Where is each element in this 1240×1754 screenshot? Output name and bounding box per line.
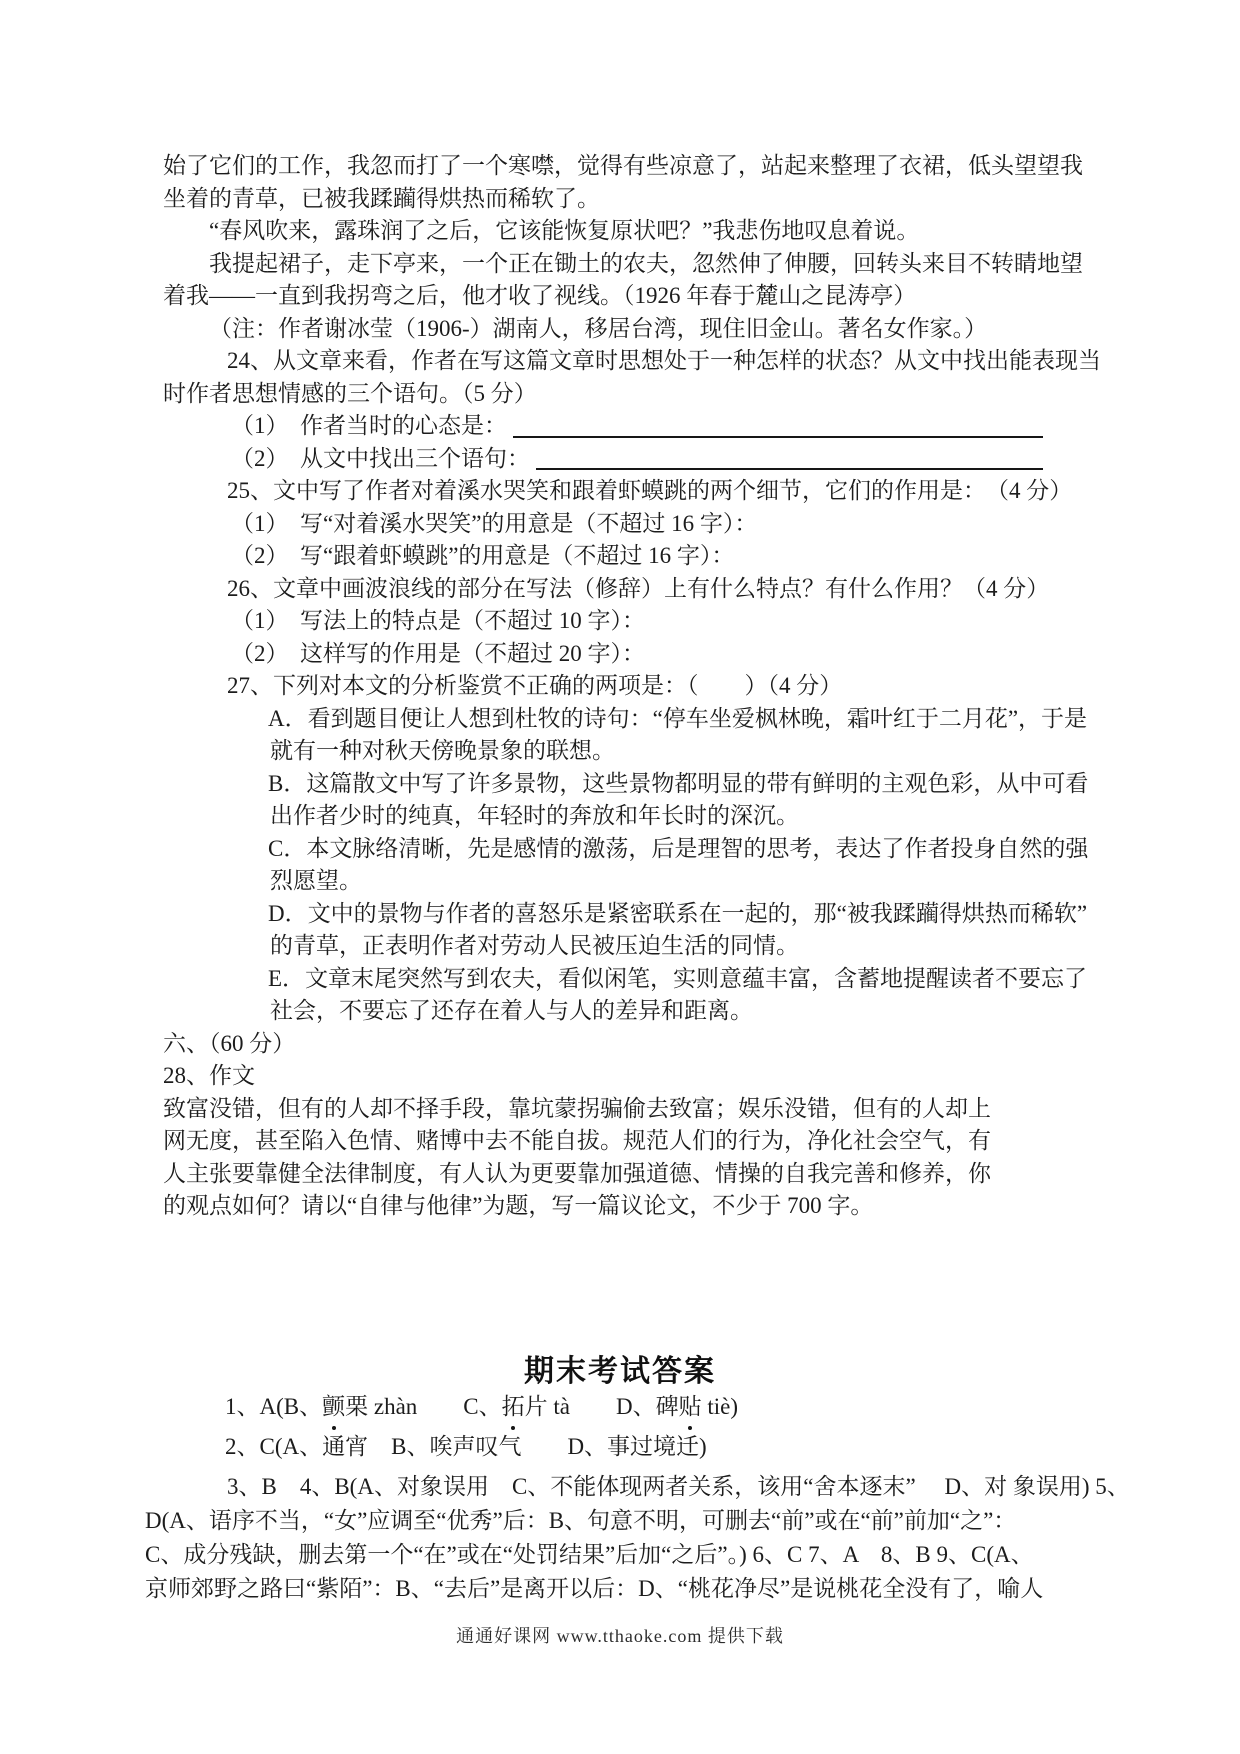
text-line: 时作者思想情感的三个语句。（5 分） [163, 380, 537, 406]
text-line: 出作者少时的纯真，年轻时的奔放和年长时的深沉。 [270, 803, 799, 828]
emphasized-char: 拓 [502, 1390, 525, 1424]
text-line: 致富没错，但有的人却不择手段，靠坑蒙拐骗偷去致富；娱乐没错，但有的人却上 [163, 1095, 991, 1121]
blank-underline [536, 443, 1043, 471]
text-line: 的观点如何？请以“自律与他律”为题，写一篇议论文，不少于 700 字。 [163, 1193, 874, 1218]
text-line: 社会，不要忘了还存在着人与人的差异和距离。 [270, 998, 753, 1023]
text-line: 就有一种对秋天傍晚景象的联想。 [270, 738, 615, 763]
text-line: （注：作者谢冰莹（1906-）湖南人，移居台湾，现住旧金山。著名女作家。） [209, 315, 988, 341]
text-line: 坐着的青草，已被我蹂躏得烘热而稀软了。 [163, 185, 600, 211]
text-line: D(A、语序不当，“女”应调至“优秀”后：B、句意不明，可删去“前”或在“前”前加“之”： [145, 1508, 1017, 1533]
text-line: （2） 写“跟着虾蟆跳”的用意是（不超过 16 字）： [231, 543, 735, 568]
text-line: 烈愿望。 [270, 868, 362, 893]
text-line: 京师郊野之路曰“紫陌”：B、“去后”是离开以后：D、“桃花净尽”是说桃花全没有了，喻人 [145, 1576, 1044, 1601]
exam-body-text [163, 150, 1103, 1223]
text-line: C、成分残缺，删去第一个“在”或在“处罚结果”后加“之后”。) 6、C 7、A 8、B 9、C(A、 [145, 1542, 1034, 1567]
answers-section-text [145, 1390, 1130, 1606]
text-line: 网无度，甚至陷入色情、赌博中去不能自拔。规范人们的行为，净化社会空气，有 [163, 1128, 991, 1153]
text-line: 28、作文 [163, 1063, 255, 1088]
text-line: 始了它们的工作，我忽而打了一个寒噤，觉得有些凉意了，站起来整理了衣裙，低头望望我 [163, 153, 1083, 178]
text-line: 着我——一直到我拐弯之后，他才收了视线。（1926 年春于麓山之昆涛亭） [163, 283, 917, 308]
text-line: 25、文中写了作者对着溪水哭笑和跟着虾蟆跳的两个细节，它们的作用是： （4 分） [227, 478, 1073, 503]
text-line: 24、从文章来看，作者在写这篇文章时思想处于一种怎样的状态？从文中找出能表现当 [227, 348, 1101, 373]
text-line: （1） 写“对着溪水哭笑”的用意是（不超过 16 字）： [231, 510, 758, 536]
text-line: 1、A(B、颤栗 zhàn C、拓片 tà D、碑贴 tiè) [145, 1390, 1103, 1424]
text-line: “春风吹来，露珠润了之后，它该能恢复原状吧？”我悲伤地叹息着说。 [209, 218, 920, 243]
text-line: C．本文脉络清晰，先是感情的激荡，后是理智的思考，表达了作者投身自然的强 [268, 835, 1089, 861]
blank-underline [513, 410, 1043, 438]
text-line: B．这篇散文中写了许多景物，这些景物都明显的带有鲜明的主观色彩，从中可看 [268, 770, 1089, 796]
text-line: 2、C(A、通宵 B、唉声叹气 D、事过境迁) [225, 1434, 707, 1459]
text-line: 27、下列对本文的分析鉴赏不正确的两项是：（ ）（4 分） [227, 673, 843, 698]
site-footer-text: 通通好课网 www.tthaoke.com 提供下载 [456, 1626, 784, 1646]
text-line: D．文中的景物与作者的喜怒乐是紧密联系在一起的，那“被我蹂躏得烘热而稀软” [268, 900, 1088, 926]
text-line: （1） 写法上的特点是（不超过 10 字）： [231, 608, 645, 633]
answers-heading: 期末考试答案 [524, 1355, 716, 1388]
emphasized-char: 贴 [679, 1390, 702, 1424]
text-line: 3、B 4、B(A、对象误用 C、不能体现两者关系，该用“舍本逐末” D、对 象误用) 5、 [227, 1474, 1130, 1499]
text-line: 的青草，正表明作者对劳动人民被压迫生活的同情。 [270, 933, 799, 958]
emphasized-char: 颤 [322, 1390, 345, 1424]
fill-blank-line: （2） 从文中找出三个语句： [163, 443, 1103, 476]
text-line: （2） 这样写的作用是（不超过 20 字）： [231, 640, 645, 666]
fill-blank-line: （1） 作者当时的心态是： [163, 410, 1103, 443]
text-line: 人主张要靠健全法律制度，有人认为更要靠加强道德、情操的自我完善和修养，你 [163, 1160, 991, 1186]
text-line: 26、文章中画波浪线的部分在写法（修辞）上有什么特点？有什么作用？（4 分） [227, 575, 1050, 601]
text-line: E．文章末尾突然写到农夫，看似闲笔，实则意蕴丰富，含蓄地提醒读者不要忘了 [268, 965, 1088, 991]
text-line: 六、（60 分） [163, 1030, 296, 1056]
text-line: 我提起裙子，走下亭来，一个正在锄土的农夫，忽然伸了伸腰，回转头来目不转睛地望 [209, 250, 1083, 276]
text-line: A．看到题目便让人想到杜牧的诗句：“停车坐爱枫林晚，霜叶红于二月花”，于是 [268, 705, 1088, 731]
